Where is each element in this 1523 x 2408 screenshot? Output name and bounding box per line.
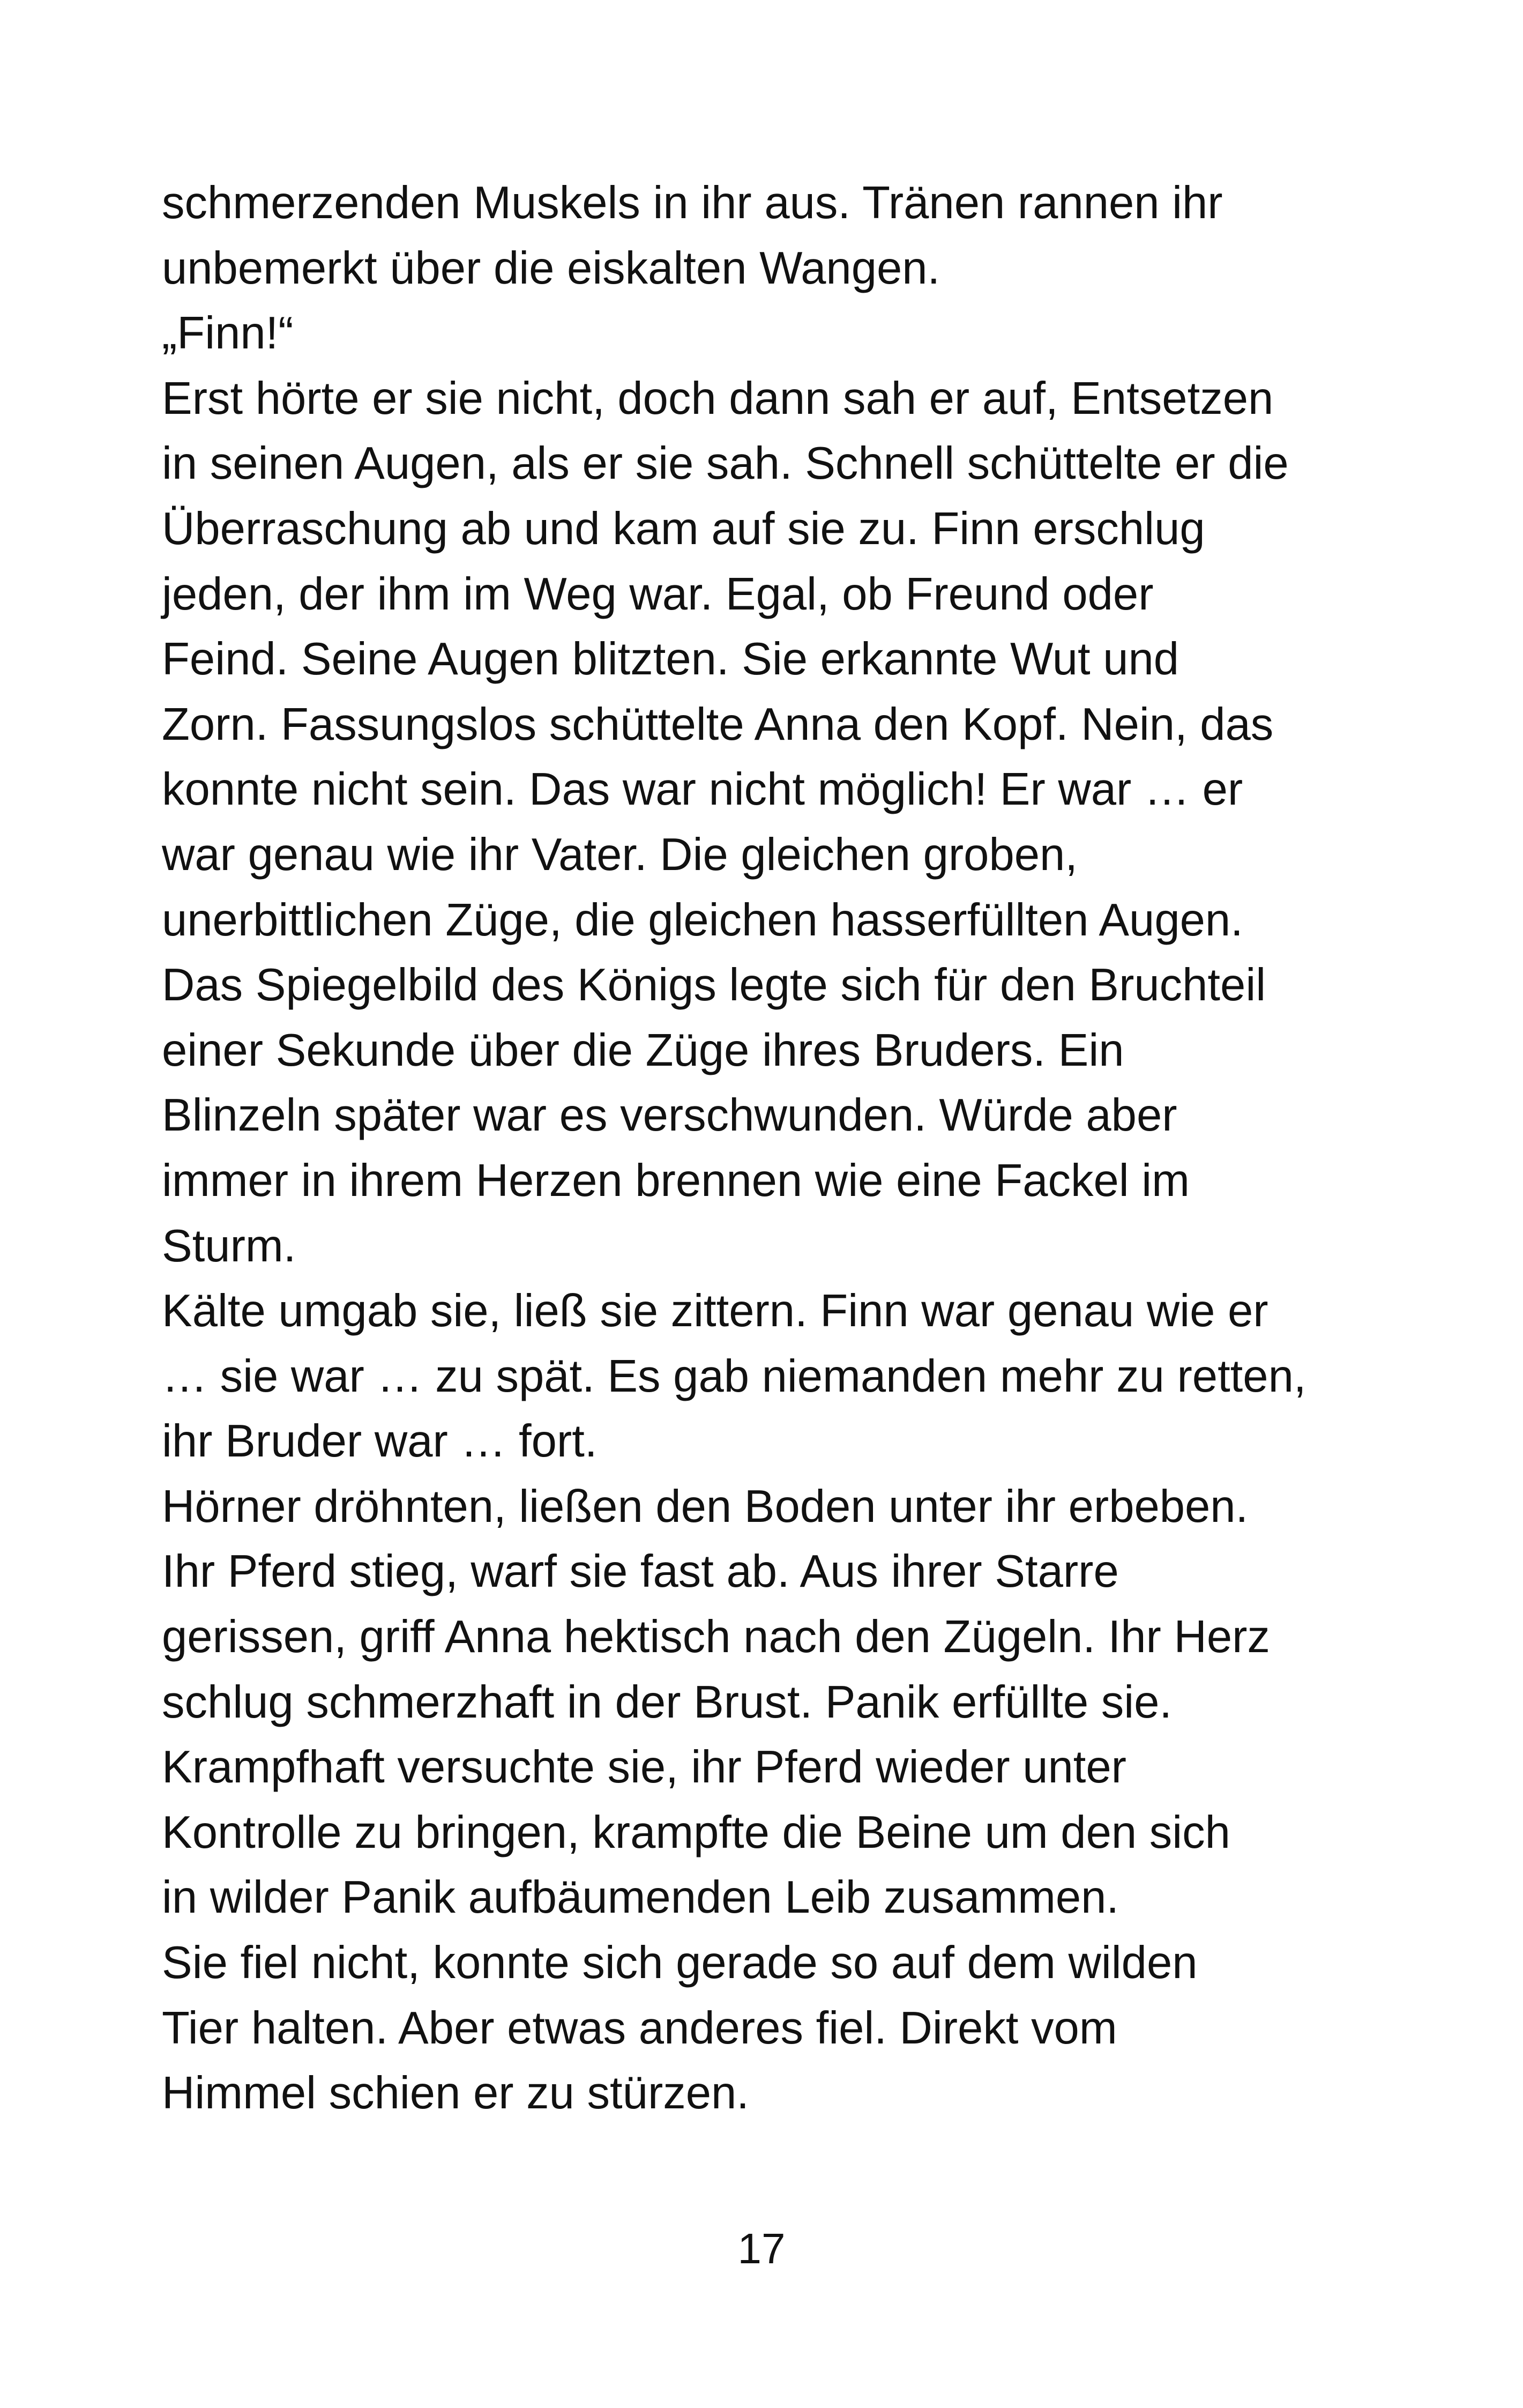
text-line: in wilder Panik aufbäumenden Leib zusammen. [162, 1872, 1119, 1923]
text-line: Überraschung ab und kam auf sie zu. Finn erschlug [162, 503, 1205, 554]
text-line: Sturm. [162, 1220, 296, 1272]
text-line: schmerzenden Muskels in ihr aus. Tränen rannen ihr [162, 177, 1223, 228]
text-line: Sie fiel nicht, konnte sich gerade so auf dem wilden [162, 1937, 1198, 1989]
text-line: ihr Bruder war … fort. [162, 1416, 598, 1467]
text-line: Feind. Seine Augen blitzten. Sie erkannte Wut und [162, 634, 1179, 685]
text-line: Krampfhaft versuchte sie, ihr Pferd wieder unter [162, 1742, 1126, 1793]
body-text [162, 170, 1405, 2126]
text-line: schlug schmerzhaft in der Brust. Panik erfüllte sie. [162, 1676, 1172, 1728]
text-line: einer Sekunde über die Züge ihres Bruders. Ein [162, 1024, 1124, 1076]
text-line: jeden, der ihm im Weg war. Egal, ob Freund oder [162, 568, 1154, 620]
text-line: unerbittlichen Züge, die gleichen hasserfüllten Augen. [162, 894, 1243, 946]
text-line: unbemerkt über die eiskalten Wangen. [162, 242, 940, 294]
text-line: Kälte umgab sie, ließ sie zittern. Finn war genau wie er [162, 1285, 1268, 1337]
text-line: Zorn. Fassungslos schüttelte Anna den Kopf. Nein, das [162, 698, 1274, 750]
text-line: gerissen, griff Anna hektisch nach den Zügeln. Ihr Herz [162, 1611, 1270, 1663]
text-line: Tier halten. Aber etwas anderes fiel. Direkt vom [162, 2002, 1117, 2054]
text-line: „Finn!“ [162, 308, 294, 359]
text-line: Kontrolle zu bringen, krampfte die Beine um den sich [162, 1807, 1230, 1858]
text-line: in seinen Augen, als er sie sah. Schnell schüttelte er die [162, 438, 1289, 489]
text-line: Das Spiegelbild des Königs legte sich für den Bruchteil [162, 960, 1266, 1011]
text-line: immer in ihrem Herzen brennen wie eine Fackel im [162, 1155, 1190, 1206]
page-number: 17 [737, 2225, 786, 2272]
text-line: war genau wie ihr Vater. Die gleichen groben, [162, 829, 1078, 880]
text-line: konnte nicht sein. Das war nicht möglich! Er war … er [162, 764, 1243, 815]
text-line: Himmel schien er zu stürzen. [162, 2068, 749, 2119]
text-line: Hörner dröhnten, ließen den Boden unter ihr erbeben. [162, 1481, 1249, 1532]
text-line: Ihr Pferd stieg, warf sie fast ab. Aus ihrer Starre [162, 1546, 1119, 1597]
text-line: Blinzeln später war es verschwunden. Würde aber [162, 1090, 1177, 1141]
text-line: … sie war … zu spät. Es gab niemanden mehr zu retten, [162, 1350, 1307, 1402]
text-line: Erst hörte er sie nicht, doch dann sah er auf, Entsetzen [162, 373, 1274, 424]
